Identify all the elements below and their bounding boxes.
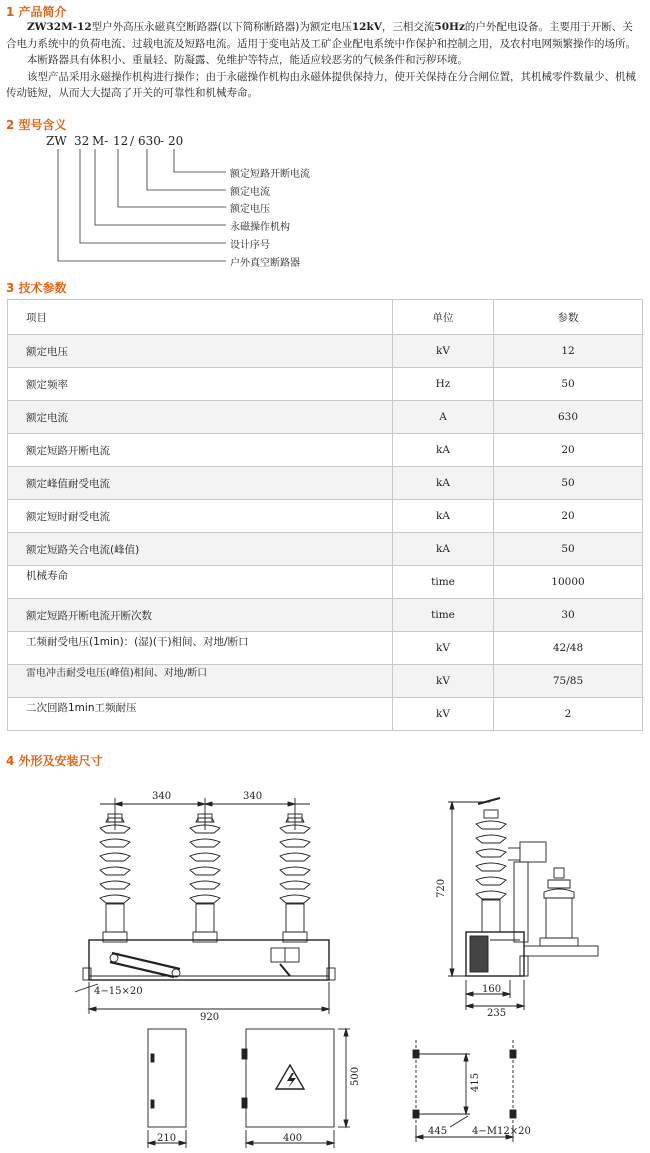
- model-meaning: 设计序号: [230, 240, 270, 251]
- model-name: ZW32M-12: [27, 21, 92, 33]
- table-cell-unit: time: [393, 566, 494, 599]
- table-row: [8, 632, 643, 665]
- model-code-part: 32: [74, 134, 90, 148]
- table-cell-value: 10000: [494, 566, 643, 599]
- model-meaning: 额定电流: [230, 187, 270, 198]
- section-title-intro: 1 产品简介: [6, 5, 67, 19]
- table-cell-unit: Hz: [393, 368, 494, 401]
- dim-side-235: 235: [487, 1008, 507, 1019]
- intro-paragraph-2: 本断路器具有体积小、重量轻、防凝露、免维护等特点，能适应较恶劣的气候条件和污秽环境。: [27, 54, 468, 66]
- dim-mount-bolts: 4−M12×20: [472, 1126, 531, 1137]
- table-row: [8, 698, 643, 731]
- table-cell-item: 额定频率: [8, 368, 393, 401]
- table-row: [8, 335, 643, 368]
- table-row: [8, 401, 643, 434]
- table-cell-unit: kA: [393, 434, 494, 467]
- table-cell-unit: time: [393, 599, 494, 632]
- header-unit: 单位: [393, 300, 494, 335]
- dim-box-width: 400: [283, 1133, 303, 1144]
- table-cell-item: 雷电冲击耐受电压(峰值)相间、对地/断口: [8, 665, 393, 698]
- section-title-dimensions: 4 外形及安装尺寸: [6, 754, 103, 768]
- table-cell-unit: kA: [393, 467, 494, 500]
- section-title-params: 3 技术参数: [6, 281, 67, 295]
- model-code-part: 20: [168, 134, 184, 148]
- model-code-leader-lines: [0, 0, 650, 300]
- dim-height: 720: [436, 878, 447, 898]
- header-item: 项目: [8, 300, 393, 335]
- table-cell-value: 75/85: [494, 665, 643, 698]
- model-code-part: -: [160, 134, 165, 148]
- section-title-model: 2 型号含义: [6, 118, 67, 132]
- table-row: [8, 665, 643, 698]
- table-cell-item: 额定短路开断电流开断次数: [8, 599, 393, 632]
- table-cell-unit: A: [393, 401, 494, 434]
- table-cell-item: 额定短路开断电流: [8, 434, 393, 467]
- table-cell-value: 20: [494, 500, 643, 533]
- table-cell-unit: kA: [393, 500, 494, 533]
- table-cell-item: 额定短时耐受电流: [8, 500, 393, 533]
- model-code-part: M-: [92, 134, 109, 148]
- table-cell-unit: kV: [393, 665, 494, 698]
- table-cell-value: 630: [494, 401, 643, 434]
- table-cell-unit: kV: [393, 698, 494, 731]
- params-table: [7, 299, 643, 731]
- model-meaning: 永磁操作机构: [230, 222, 290, 233]
- table-cell-unit: kA: [393, 533, 494, 566]
- dim-box-height: 500: [350, 1066, 361, 1086]
- table-row: [8, 533, 643, 566]
- table-cell-item: 工频耐受电压(1min)：(湿)(干)相间、对地/断口: [8, 632, 393, 665]
- front-view: [75, 798, 335, 1014]
- model-code-part: /: [130, 134, 135, 148]
- table-cell-item: 额定短路关合电流(峰值): [8, 533, 393, 566]
- table-row: [8, 599, 643, 632]
- table-cell-value: 42/48: [494, 632, 643, 665]
- side-view: [448, 798, 598, 1010]
- intro-paragraph-1: ZW32M-12型户外高压永磁真空断路器(以下简称断路器)为额定电压12kV，三相交流50Hz的户外配电设备。主要用于开断、关合电力系统中的负荷电流、过载电流及短路电流。适用于变电站及工矿企业配电系统中作保护和控制之用，及农村电网频繁操作的场所。: [6, 21, 636, 50]
- dim-pitch-2: 340: [243, 791, 263, 802]
- model-meaning: 户外真空断路器: [230, 258, 300, 269]
- table-cell-value: 12: [494, 335, 643, 368]
- intro-paragraph-3: 该型产品采用永磁操作机构进行操作；由于永磁操作机构由永磁体提供保持力，使开关保持在分合闸位置，其机械零件数量少、机械传动链短，从而大大提高了开关的可靠性和机械寿命。: [6, 70, 636, 99]
- model-code-part: ZW: [46, 134, 67, 148]
- table-header-row: [8, 300, 643, 335]
- dim-box-depth: 210: [157, 1133, 177, 1144]
- model-code-part: 630: [138, 134, 161, 148]
- table-cell-item: 机械寿命: [8, 566, 393, 599]
- table-cell-value: 50: [494, 467, 643, 500]
- table-row: [8, 467, 643, 500]
- dim-width: 920: [200, 1012, 220, 1023]
- table-row: [8, 434, 643, 467]
- table-row: [8, 500, 643, 533]
- table-cell-unit: kV: [393, 335, 494, 368]
- table-cell-item: 额定峰值耐受电流: [8, 467, 393, 500]
- dimension-drawings: [0, 780, 650, 1153]
- header-value: 参数: [494, 300, 643, 335]
- table-cell-item: 二次回路1min工频耐压: [8, 698, 393, 731]
- table-cell-value: 2: [494, 698, 643, 731]
- dim-mount-445: 445: [428, 1126, 448, 1137]
- dim-pitch-1: 340: [152, 791, 172, 802]
- table-row: [8, 368, 643, 401]
- dim-side-160: 160: [482, 984, 502, 995]
- model-code-part: 12: [113, 134, 129, 148]
- table-cell-value: 50: [494, 368, 643, 401]
- table-cell-value: 30: [494, 599, 643, 632]
- box-front-view: [242, 1029, 350, 1148]
- table-cell-item: 额定电压: [8, 335, 393, 368]
- box-side-view: [148, 1029, 186, 1148]
- table-cell-value: 20: [494, 434, 643, 467]
- model-meaning: 额定短路开断电流: [230, 169, 310, 180]
- table-cell-item: 额定电流: [8, 401, 393, 434]
- table-cell-value: 50: [494, 533, 643, 566]
- lightning-icon: [287, 1073, 296, 1088]
- table-row: [8, 566, 643, 599]
- model-meaning: 额定电压: [230, 204, 270, 215]
- dim-holes: 4−15×20: [94, 986, 143, 997]
- table-cell-unit: kV: [393, 632, 494, 665]
- dim-mount-415: 415: [470, 1072, 481, 1092]
